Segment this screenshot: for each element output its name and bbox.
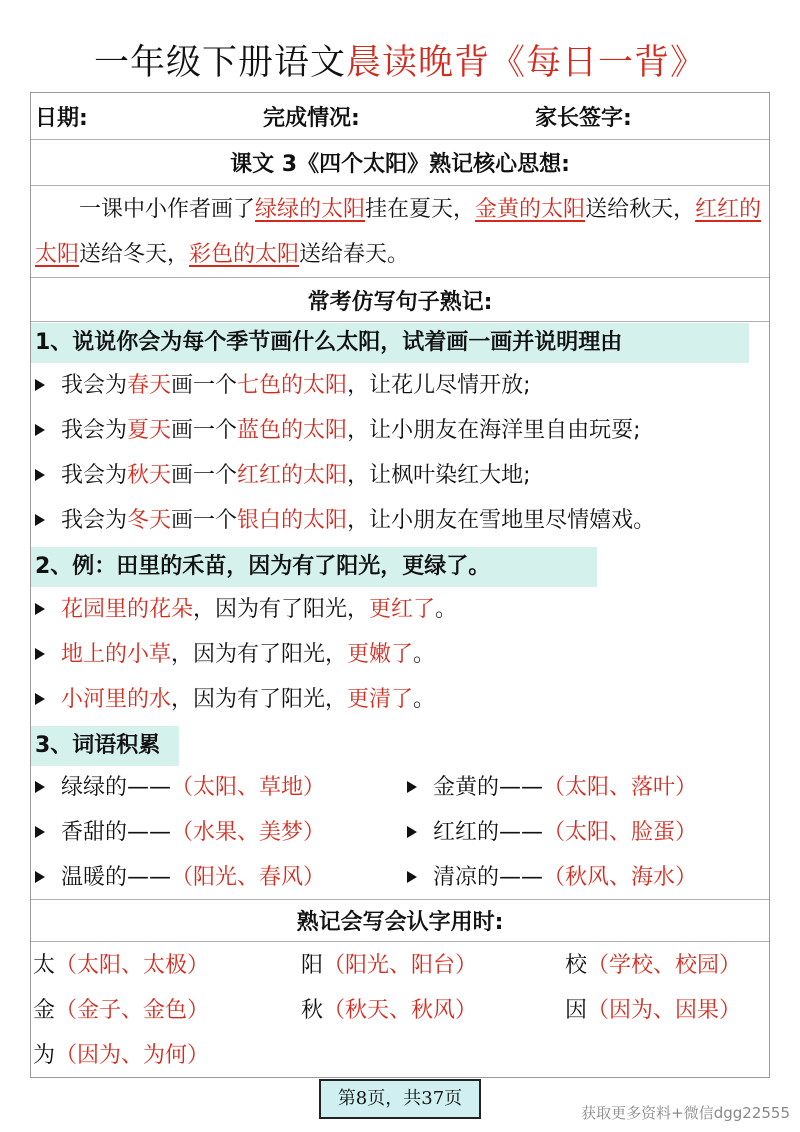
worksheet [30, 92, 770, 1078]
bullet-icon [35, 424, 45, 436]
bullet-icon [35, 871, 45, 883]
list-item: 我会为春天画一个七色的太阳，让花儿尽情开放; [31, 371, 530, 401]
word-item: 绿绿的——（太阳、草地） [31, 773, 325, 803]
divider [31, 941, 769, 942]
word-item: 温暖的——（阳光、春风） [31, 863, 325, 893]
section2-title: 2、例：田里的禾苗，因为有了阳光，更绿了。 [31, 547, 597, 587]
word-item: 红红的——（太阳、脸蛋） [403, 818, 697, 848]
list-item: 我会为秋天画一个红红的太阳，让枫叶染红大地; [31, 461, 530, 491]
practice-heading: 常考仿写句子熟记: [307, 290, 493, 315]
bullet-icon [35, 514, 45, 526]
bullet-icon [407, 871, 417, 883]
list-item: 小河里的水，因为有了阳光，更清了。 [31, 685, 435, 715]
page-title [0, 38, 800, 88]
list-item: 我会为夏天画一个蓝色的太阳，让小朋友在海洋里自由玩耍; [31, 416, 640, 446]
char-item: 金（金子、金色） [33, 998, 210, 1023]
divider [31, 899, 769, 900]
char-item: 因（因为、因果） [565, 998, 742, 1023]
char-item: 为（因为、为何） [33, 1043, 210, 1068]
title-main: 一年级下册语文 [93, 43, 346, 83]
bullet-icon [35, 781, 45, 793]
char-item: 秋（秋天、秋风） [301, 998, 478, 1023]
lesson-heading: 课文 3《四个太阳》熟记核心思想: [230, 152, 570, 177]
bullet-icon [407, 826, 417, 838]
divider [31, 321, 769, 322]
watermark: 获取更多资料+微信dgg22555 [581, 1104, 790, 1122]
word-item: 清凉的——（秋风、海水） [403, 863, 697, 893]
divider [31, 139, 769, 140]
bullet-icon [35, 603, 45, 615]
word-item: 香甜的——（水果、美梦） [31, 818, 325, 848]
char-item: 阳（阳光、阳台） [301, 953, 478, 978]
title-red: 晨读晚背《每日一背》 [346, 43, 707, 83]
divider [31, 277, 769, 278]
section3-title: 3、词语积累 [31, 726, 179, 766]
signature-label: 家长签字: [535, 106, 632, 131]
header-row [31, 93, 769, 139]
char-item: 校（学校、校园） [565, 953, 742, 978]
bullet-icon [407, 781, 417, 793]
page-number: 第8页，共37页 [319, 1079, 481, 1119]
chars-heading: 熟记会写会认字用时: [296, 910, 504, 935]
bullet-icon [35, 693, 45, 705]
bullet-icon [35, 469, 45, 481]
status-label: 完成情况: [263, 106, 360, 131]
bullet-icon [35, 379, 45, 391]
char-item: 太（太阳、太极） [33, 953, 210, 978]
lesson-paragraph: 一课中小作者画了绿绿的太阳挂在夏天，金黄的太阳送给秋天，红红的太阳送给冬天，彩色的太阳送给春天。 [35, 197, 762, 267]
word-item: 金黄的——（太阳、落叶） [403, 773, 697, 803]
section1-title: 1、说说你会为每个季节画什么太阳，试着画一画并说明理由 [31, 323, 749, 363]
list-item: 我会为冬天画一个银白的太阳，让小朋友在雪地里尽情嬉戏。 [31, 506, 655, 536]
bullet-icon [35, 826, 45, 838]
list-item: 花园里的花朵，因为有了阳光，更红了。 [31, 595, 457, 625]
date-label: 日期: [35, 106, 88, 131]
list-item: 地上的小草，因为有了阳光，更嫩了。 [31, 640, 435, 670]
bullet-icon [35, 648, 45, 660]
divider [31, 185, 769, 186]
